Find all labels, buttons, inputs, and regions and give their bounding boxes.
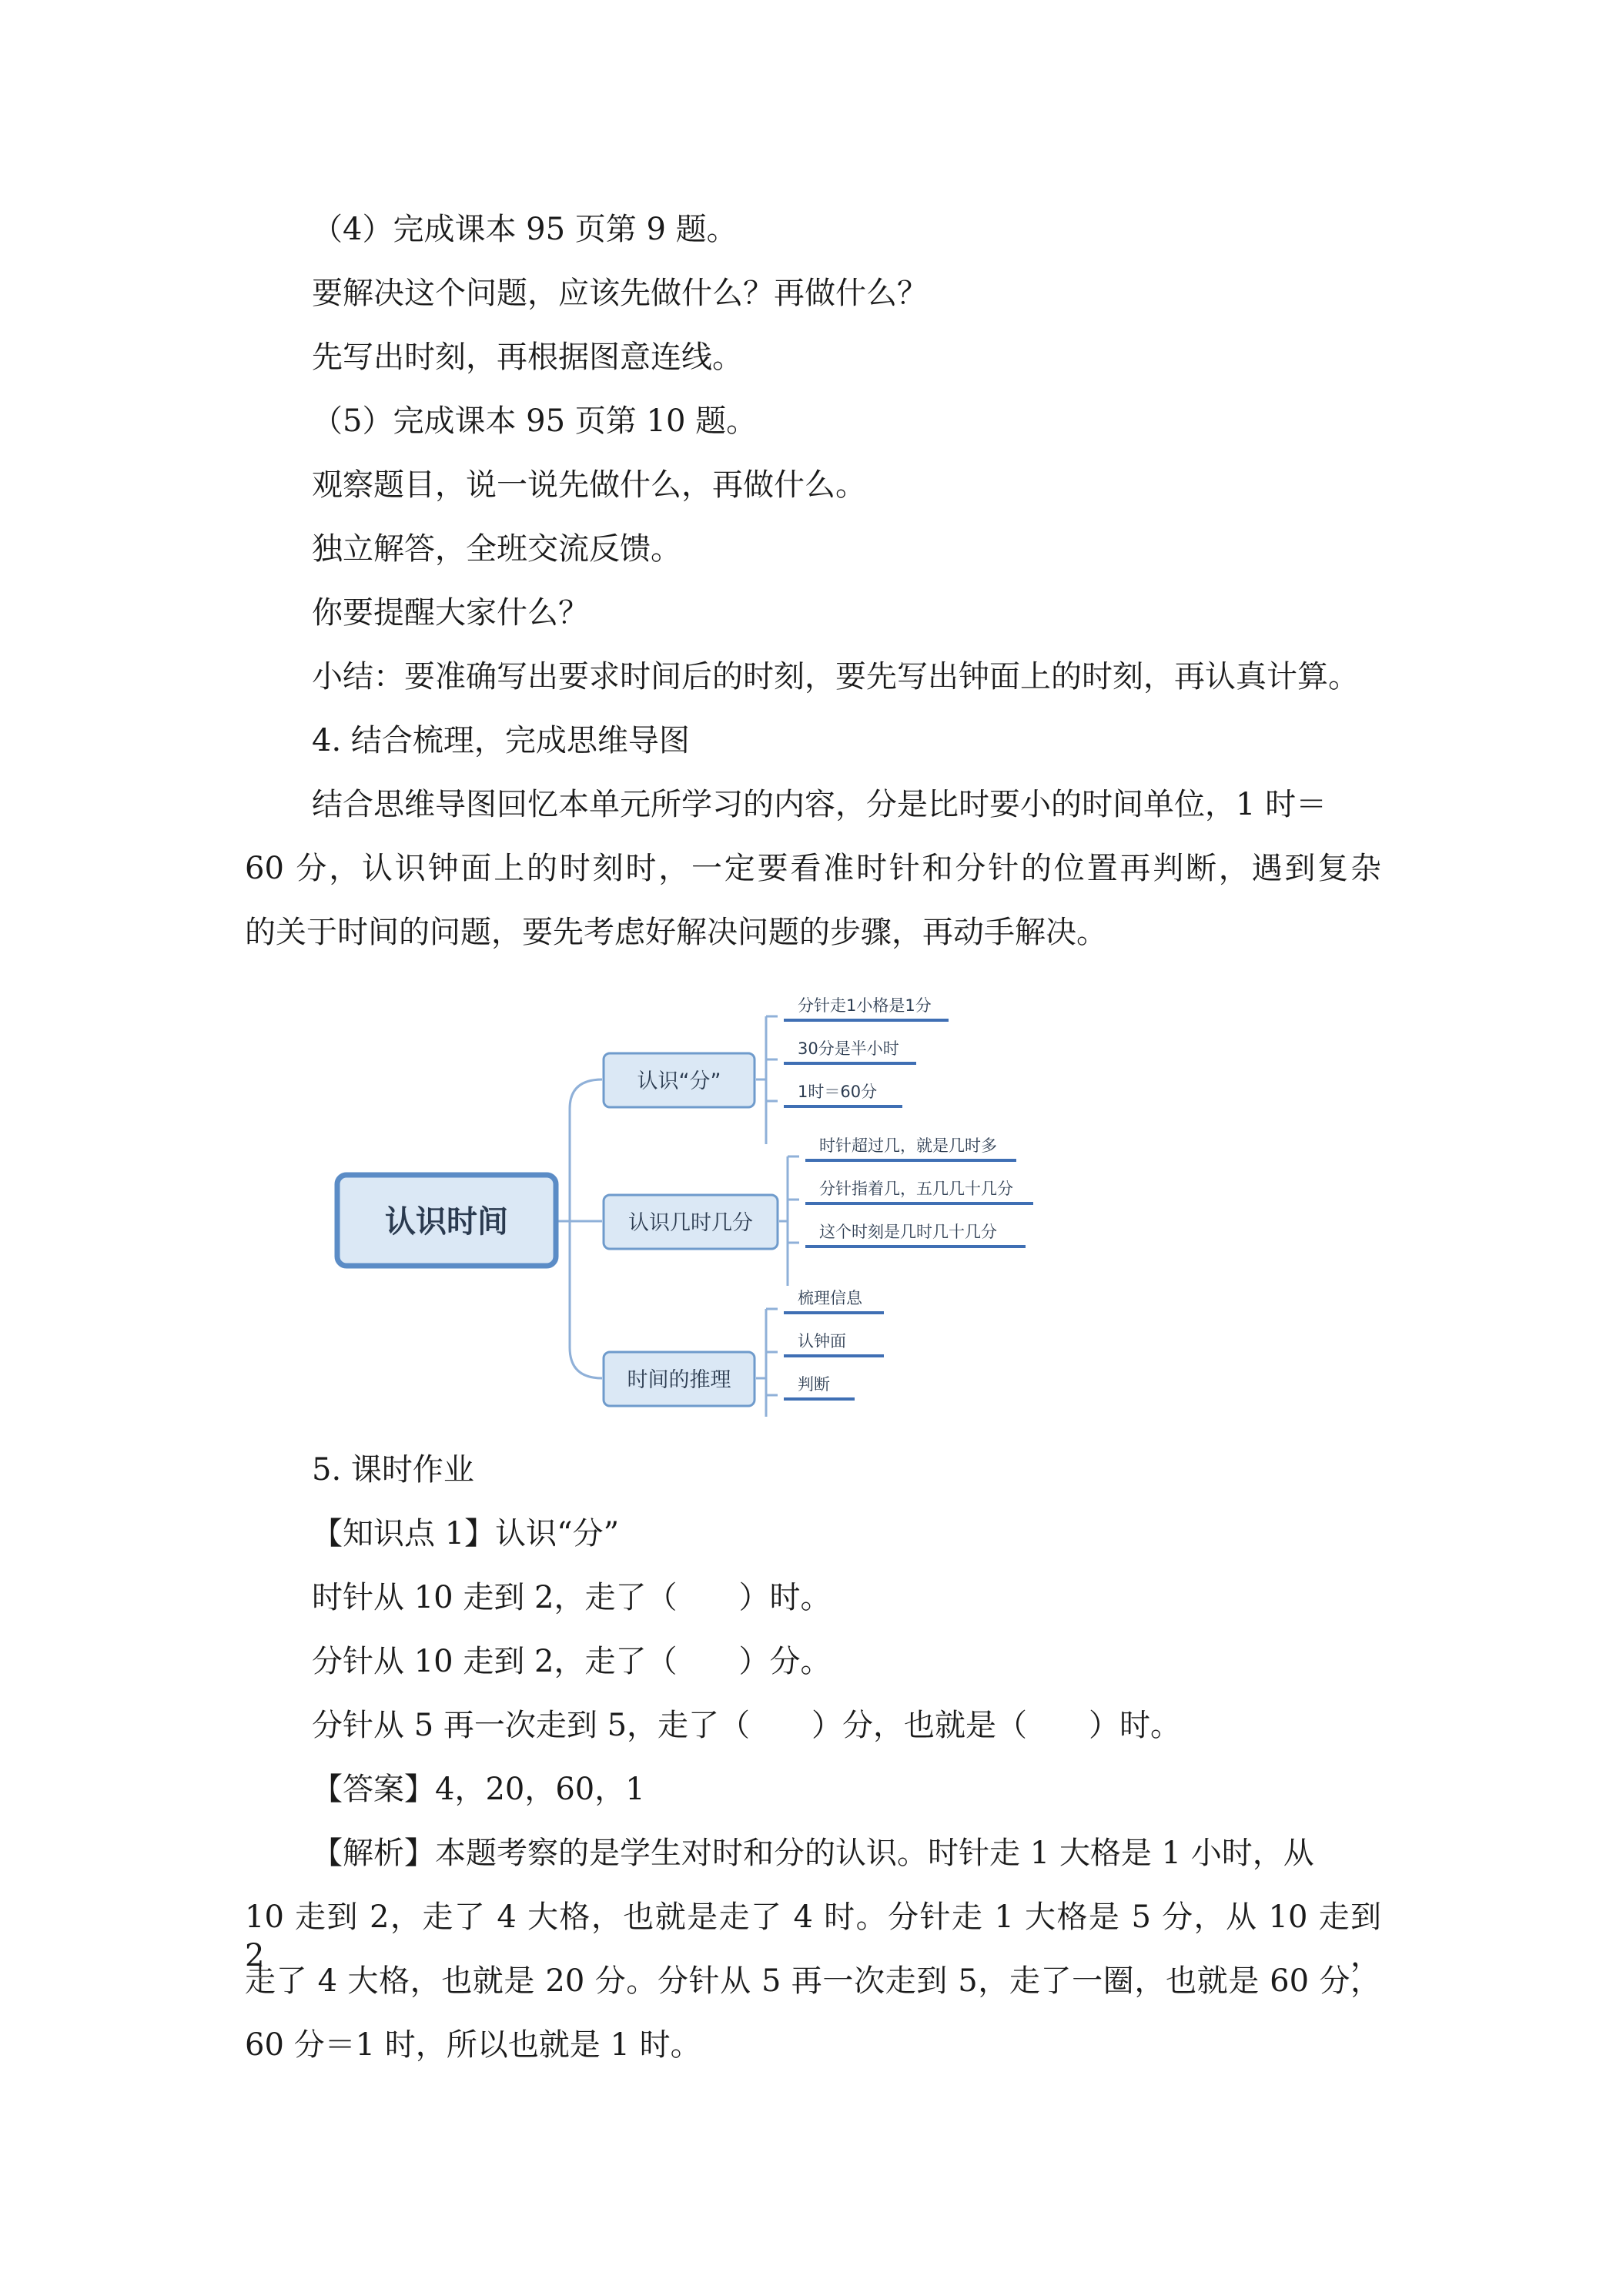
mind-map [323, 986, 1078, 1417]
branch-node [604, 1352, 755, 1406]
leaf-label: 时针超过几，就是几时多 [819, 1136, 997, 1155]
root-node [337, 1175, 556, 1266]
leaf-item [784, 996, 949, 1020]
question-line: 分针从 10 走到 2，走了（ ）分。 [312, 1644, 832, 1679]
analysis-line: 60 分＝1 时，所以也就是 1 时。 [245, 2027, 701, 2063]
leaf-label: 这个时刻是几时几十几分 [819, 1223, 997, 1241]
leaf-label: 认钟面 [798, 1332, 846, 1350]
leaf-label: 30分是半小时 [798, 1039, 899, 1058]
summary-line: 小结：要准确写出要求时间后的时刻，要先写出钟面上的时刻，再认真计算。 [312, 659, 1359, 694]
analysis-line: 10 走到 2，走了 4 大格，也就是走了 4 时。分针走 1 大格是 5 分，从 10 走到 2， [245, 1899, 1381, 1973]
root-connectors [558, 1079, 602, 1378]
leaf-item [784, 1039, 916, 1063]
text-line: 独立解答，全班交流反馈。 [312, 531, 681, 567]
branch-connector [756, 1016, 778, 1144]
text-line: 结合思维导图回忆本单元所学习的内容，分是比时要小的时间单位，1 时＝ [312, 787, 1327, 822]
branch-connector [756, 1309, 778, 1417]
leaf-item [784, 1289, 884, 1313]
branch-label: 时间的推理 [627, 1368, 731, 1392]
question-line: 分针从 5 再一次走到 5，走了（ ）分，也就是（ ）时。 [312, 1708, 1182, 1743]
leaf-item [784, 1083, 902, 1106]
knowledge-point-heading: 【知识点 1】认识“分” [312, 1516, 620, 1551]
text-line: 的关于时间的问题，要先考虑好解决问题的步骤，再动手解决。 [245, 915, 1107, 950]
branch-label: 认识几时几分 [628, 1211, 753, 1235]
branch-node [604, 1053, 755, 1107]
leaf-item [805, 1223, 1026, 1247]
section-heading: 5. 课时作业 [312, 1452, 474, 1488]
leaf-label: 分针走1小格是1分 [798, 996, 932, 1015]
text-line: 观察题目，说一说先做什么，再做什么。 [312, 467, 866, 503]
leaf-label: 分针指着几，五几几十几分 [819, 1180, 1013, 1198]
question-line: 时针从 10 走到 2，走了（ ）时。 [312, 1580, 832, 1615]
root-label: 认识时间 [385, 1204, 508, 1240]
text-line: 你要提醒大家什么？ [312, 595, 589, 631]
leaf-label: 1时＝60分 [798, 1083, 878, 1101]
analysis-line: 【解析】本题考察的是学生对时和分的认识。时针走 1 大格是 1 小时，从 [312, 1836, 1314, 1871]
answer-line: 【答案】4，20，60，1 [312, 1772, 645, 1807]
branch-label: 认识“分” [637, 1069, 721, 1093]
text-line: 先写出时刻，再根据图意连线。 [312, 340, 743, 375]
text-line: 要解决这个问题，应该先做什么？再做什么？ [312, 276, 928, 311]
text-line: 60 分，认识钟面上的时刻时，一定要看准时针和分针的位置再判断，遇到复杂 [245, 851, 1381, 886]
leaf-item [805, 1180, 1033, 1203]
section-heading: 4. 结合梳理，完成思维导图 [312, 723, 690, 758]
text-line: （4）完成课本 95 页第 9 题。 [312, 212, 738, 247]
branch-node [604, 1195, 778, 1249]
analysis-line: 走了 4 大格，也就是 20 分。分针从 5 再一次走到 5，走了一圈，也就是 60 分， [245, 1963, 1381, 1999]
branch-connector [779, 1156, 799, 1286]
leaf-label: 梳理信息 [798, 1289, 862, 1307]
leaf-label: 判断 [798, 1375, 830, 1394]
leaf-item [784, 1332, 884, 1356]
leaf-item [805, 1136, 1016, 1160]
leaf-item [784, 1375, 855, 1399]
text-line: （5）完成课本 95 页第 10 题。 [312, 403, 758, 439]
